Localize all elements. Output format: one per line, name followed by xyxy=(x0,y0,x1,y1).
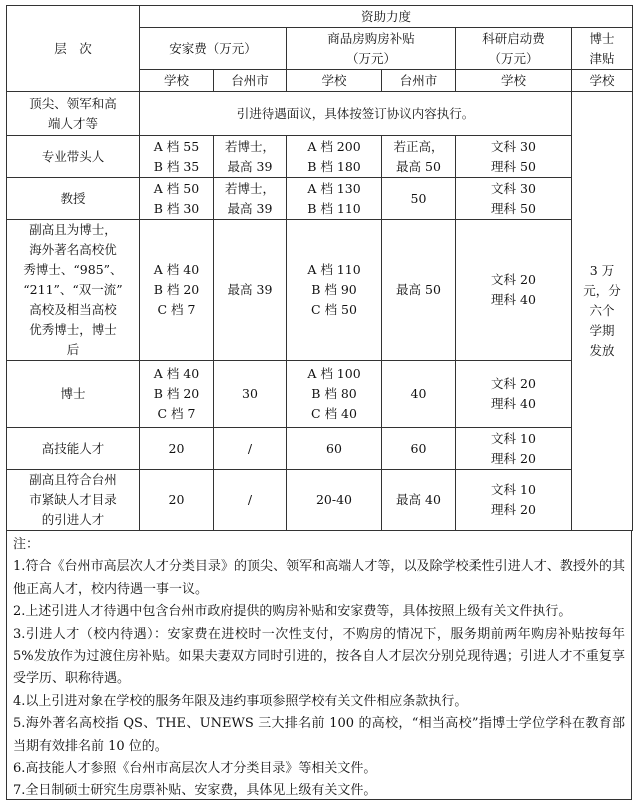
doctoral-allowance-cell: 3 万 元，分 六个 学期 发放 xyxy=(572,92,633,531)
housing-school-cell: 60 xyxy=(287,428,382,470)
level-cell: 教授 xyxy=(7,178,140,220)
level-cell: 副高且为博士， 海外著名高校优 秀博士、“985”、 “211”、“双一流” 高校及相当高校 优秀博士，博士 后 xyxy=(7,220,140,361)
settling-taizhou-cell: 若博士， 最高 39 xyxy=(214,178,287,220)
header-level: 层 次 xyxy=(7,6,140,92)
note-item: 7.全日制硕士研究生房票补贴、安家费，具体见上级有关文件。 xyxy=(13,783,377,799)
talent-policy-document xyxy=(6,5,632,800)
note-item: 4.以上引进对象在学校的服务年限及违约事项参照学校有关文件相应条款执行。 xyxy=(13,693,468,709)
housing-taizhou-cell: 最高 40 xyxy=(382,470,456,531)
research-fund-cell: 文科 10 理科 20 xyxy=(456,428,572,470)
header-research-fund: 科研启动费 （万元） xyxy=(456,28,572,70)
housing-school-cell: A 档 100 B 档 80 C 档 40 xyxy=(287,361,382,428)
notes-title: 注： xyxy=(13,537,40,552)
note-item: 2.上述引进人才待遇中包含台州市政府提供的购房补贴和安家费等，具体按照上级有关文件执行。 xyxy=(13,604,572,620)
housing-taizhou-cell: 最高 50 xyxy=(382,220,456,361)
settling-taizhou-cell: / xyxy=(214,470,287,531)
housing-taizhou-cell: 40 xyxy=(382,361,456,428)
subheader-taizhou: 台州市 xyxy=(382,70,456,92)
housing-taizhou-cell: 若正高， 最高 50 xyxy=(382,136,456,178)
research-fund-cell: 文科 10 理科 20 xyxy=(456,470,572,531)
subheader-school: 学校 xyxy=(287,70,382,92)
housing-school-cell: A 档 200 B 档 180 xyxy=(287,136,382,178)
settling-taizhou-cell: / xyxy=(214,428,287,470)
research-fund-cell: 文科 30 理科 50 xyxy=(456,136,572,178)
subheader-school: 学校 xyxy=(572,70,633,92)
settling-taizhou-cell: 最高 39 xyxy=(214,220,287,361)
table-row xyxy=(7,428,633,470)
subheader-taizhou: 台州市 xyxy=(214,70,287,92)
settling-taizhou-cell: 30 xyxy=(214,361,287,428)
housing-taizhou-cell: 50 xyxy=(382,178,456,220)
subheader-school: 学校 xyxy=(140,70,214,92)
note-item: 3.引进人才（校内待遇）：安家费在进校时一次性支付，不购房的情况下，服务期前两年购房补贴按每年 5%发放作为过渡住房补贴。如果夫妻双方同时引进的，按各自人才层次分别兑现待遇；引进人才不重复享受学历、职称待遇。 xyxy=(13,626,625,687)
settling-school-cell: A 档 55 B 档 35 xyxy=(140,136,214,178)
level-cell: 顶尖、领军和高 端人才等 xyxy=(7,92,140,136)
housing-school-cell: 20-40 xyxy=(287,470,382,531)
housing-school-cell: A 档 110 B 档 90 C 档 50 xyxy=(287,220,382,361)
level-cell: 副高且符合台州 市紧缺人才目录 的引进人才 xyxy=(7,470,140,531)
table-row xyxy=(7,220,633,361)
subheader-school: 学校 xyxy=(456,70,572,92)
research-fund-cell: 文科 20 理科 40 xyxy=(456,361,572,428)
housing-school-cell: A 档 130 B 档 110 xyxy=(287,178,382,220)
level-cell: 博士 xyxy=(7,361,140,428)
note-item: 5.海外著名高校指 QS、THE、UNEWS 三大排名前 100 的高校，“相当高校”指博士学位学科在教育部当期有效排名前 10 位的。 xyxy=(13,716,625,754)
research-fund-cell: 文科 20 理科 40 xyxy=(456,220,572,361)
research-fund-cell: 文科 30 理科 50 xyxy=(456,178,572,220)
settling-school-cell: A 档 40 B 档 20 C 档 7 xyxy=(140,361,214,428)
table-row xyxy=(7,361,633,428)
settling-school-cell: 20 xyxy=(140,470,214,531)
negotiated-terms-cell: 引进待遇面议，具体按签订协议内容执行。 xyxy=(140,92,572,136)
note-item: 1.符合《台州市高层次人才分类目录》的顶尖、领军和高端人才等，以及除学校柔性引进人才、教授外的其他正高人才，校内待遇一事一议。 xyxy=(13,559,625,597)
housing-taizhou-cell: 60 xyxy=(382,428,456,470)
header-doctoral-allowance: 博士 津贴 xyxy=(572,28,633,70)
level-cell: 专业带头人 xyxy=(7,136,140,178)
notes-section xyxy=(6,531,632,800)
level-cell: 高技能人才 xyxy=(7,428,140,470)
settling-school-cell: A 档 40 B 档 20 C 档 7 xyxy=(140,220,214,361)
header-settling-fee: 安家费（万元） xyxy=(140,28,287,70)
settling-taizhou-cell: 若博士， 最高 39 xyxy=(214,136,287,178)
settling-school-cell: A 档 50 B 档 30 xyxy=(140,178,214,220)
funding-table xyxy=(6,5,633,531)
table-row xyxy=(7,178,633,220)
table-row xyxy=(7,136,633,178)
header-funding: 资助力度 xyxy=(140,6,633,28)
table-row xyxy=(7,92,633,136)
note-item: 6.高技能人才参照《台州市高层次人才分类目录》等相关文件。 xyxy=(13,761,377,777)
settling-school-cell: 20 xyxy=(140,428,214,470)
table-row xyxy=(7,470,633,531)
header-housing-subsidy: 商品房购房补贴 （万元） xyxy=(287,28,456,70)
